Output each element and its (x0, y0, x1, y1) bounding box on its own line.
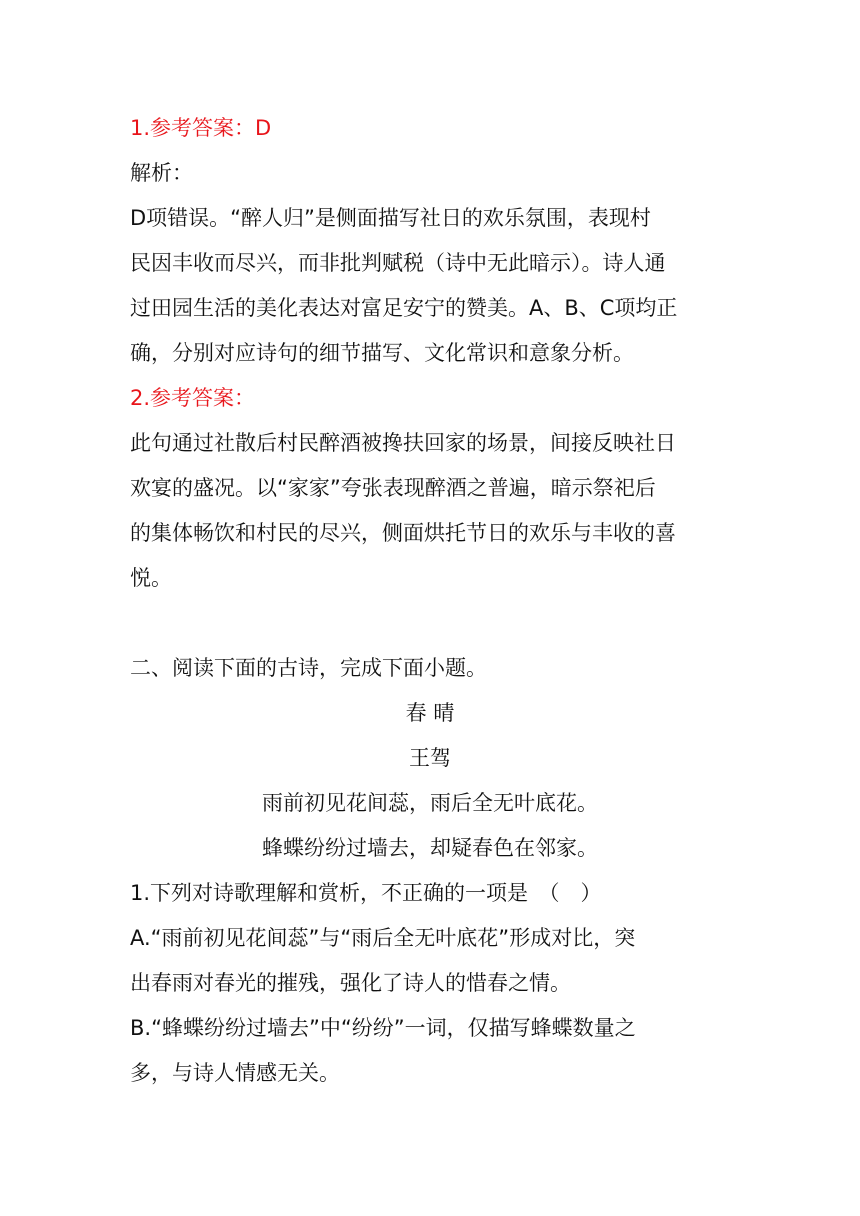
poem-author: 王驾 (409, 746, 451, 770)
poem-line-2: 蜂蝶纷纷过墙去，却疑春色在邻家。 (262, 836, 598, 860)
analysis-label: 解析： (130, 161, 193, 185)
option-b-line-1: B.“蜂蝶纷纷过墙去”中“纷纷”一词，仅描写蜂蝶数量之 (130, 1016, 636, 1040)
section-2-heading: 二、阅读下面的古诗，完成下面小题。 (130, 656, 487, 680)
option-a-line-1: A.“雨前初见花间蕊”与“雨后全无叶底花”形成对比，突 (130, 926, 636, 950)
analysis-line-2: 民因丰收而尽兴，而非批判赋税（诗中无此暗示）。诗人通 (130, 251, 666, 275)
option-a-line-2: 出春雨对春光的摧残，强化了诗人的惜春之情。 (130, 971, 571, 995)
answer-1-heading: 1.参考答案：D (130, 116, 272, 140)
question-1: 1.下列对诗歌理解和赏析，不正确的一项是 （ ） (130, 881, 602, 905)
option-b-line-2: 多，与诗人情感无关。 (130, 1061, 340, 1085)
analysis-line-4: 确，分别对应诗句的细节描写、文化常识和意象分析。 (130, 341, 634, 365)
answer-2-heading: 2.参考答案： (130, 386, 256, 410)
answer-2-line-1: 此句通过社散后村民醉酒被搀扶回家的场景，间接反映社日 (130, 431, 676, 455)
answer-2-line-3: 的集体畅饮和村民的尽兴，侧面烘托节日的欢乐与丰收的喜 (130, 521, 676, 545)
analysis-line-1: D项错误。“醉人归”是侧面描写社日的欢乐氛围，表现村 (130, 206, 651, 230)
poem-line-1: 雨前初见花间蕊，雨后全无叶底花。 (262, 791, 598, 815)
answer-2-line-4: 悦。 (130, 566, 172, 590)
poem-title: 春 晴 (405, 701, 455, 725)
analysis-line-3: 过田园生活的美化表达对富足安宁的赞美。A、B、C项均正 (130, 296, 678, 320)
answer-2-line-2: 欢宴的盛况。以“家家”夸张表现醉酒之普遍，暗示祭祀后 (130, 476, 656, 500)
